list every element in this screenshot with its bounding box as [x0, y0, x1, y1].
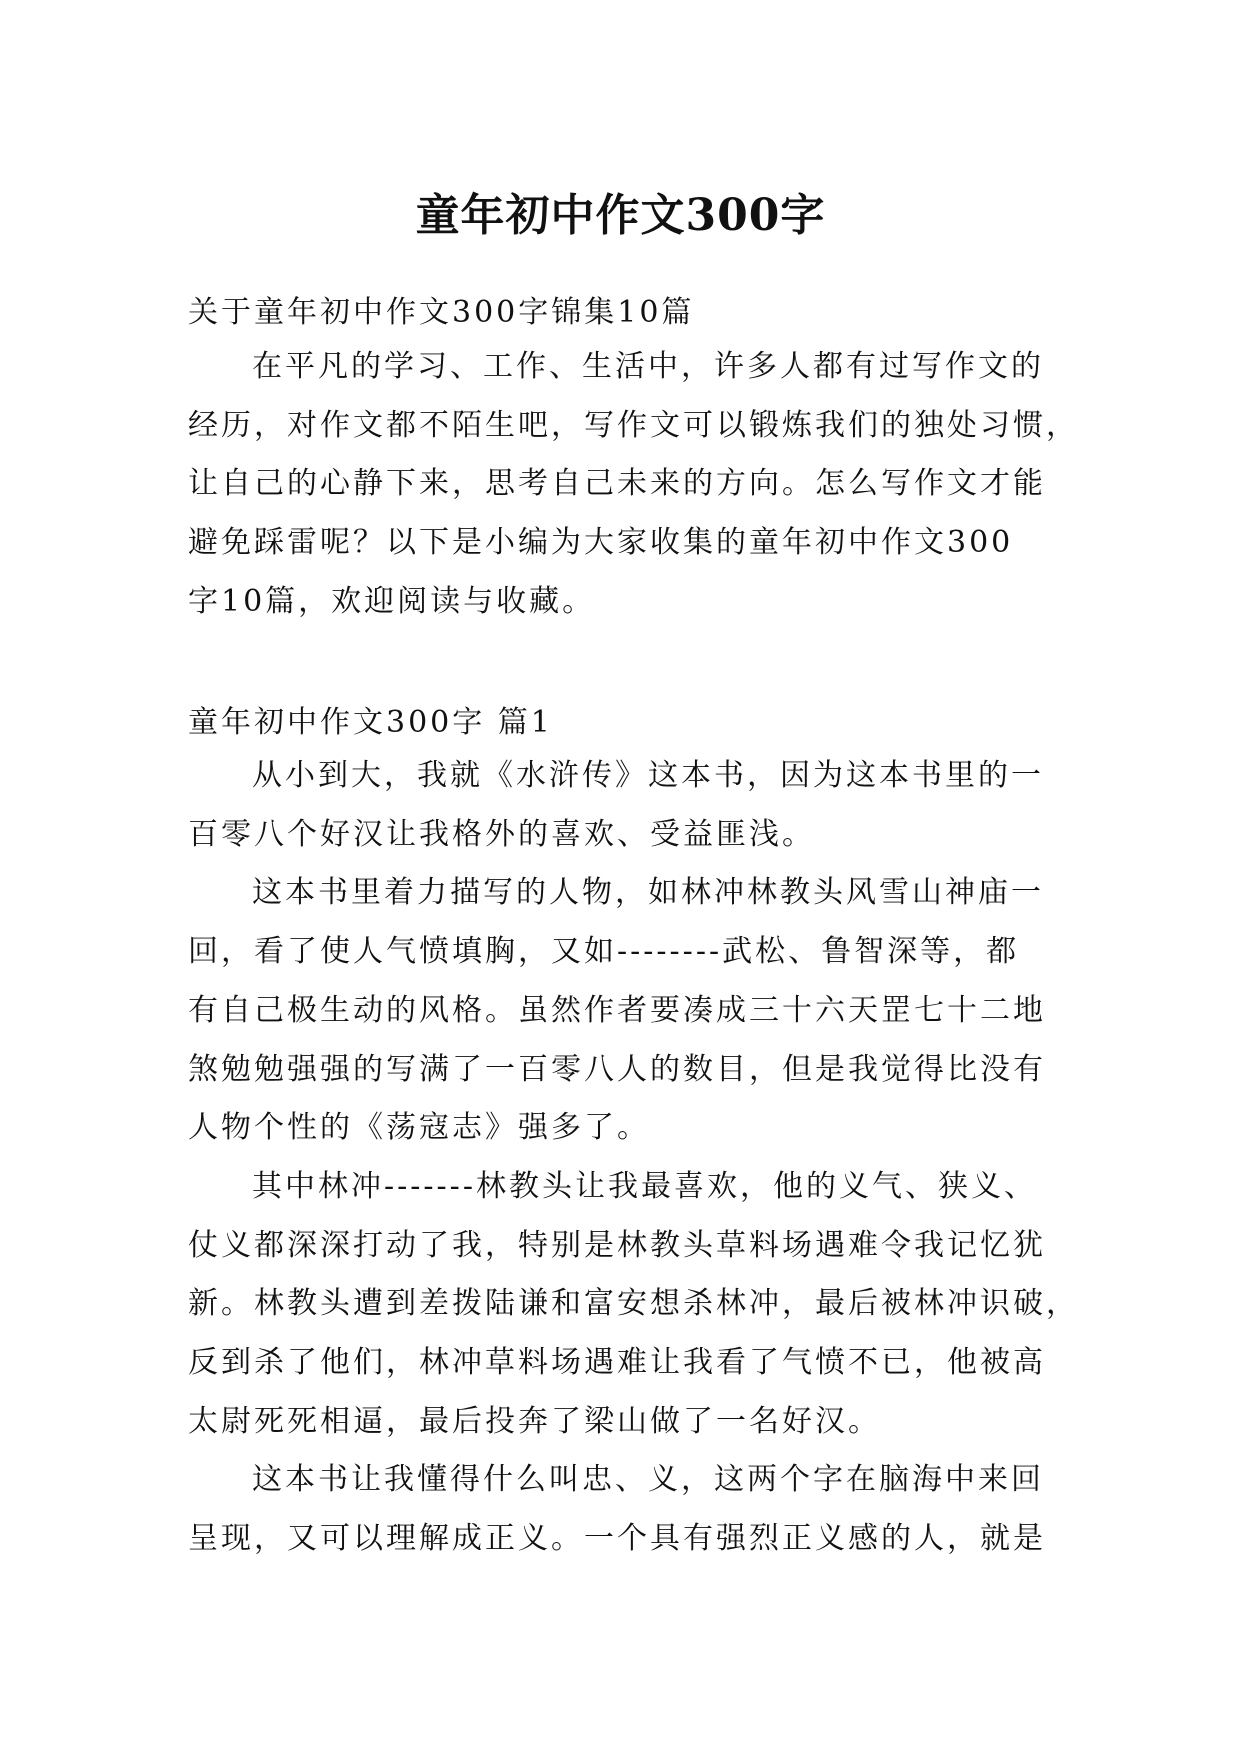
article-line: 回，看了使人气愤填胸，又如--------武松、鲁智深等，都	[188, 934, 1020, 970]
article-heading-text: 童年初中作文300字 篇1	[188, 705, 553, 740]
article-line: 人物个性的《荡寇志》强多了。	[188, 1110, 650, 1146]
article-line: 这本书里着力描写的人物，如林冲林教头风雪山神庙一	[252, 875, 1044, 911]
intro-heading	[188, 284, 1068, 343]
article-body	[188, 747, 1079, 1569]
article-line: 有自己极生动的风格。虽然作者要凑成三十六天罡七十二地	[188, 992, 1046, 1028]
article-line: 太尉死死相逼，最后投奔了梁山做了一名好汉。	[188, 1403, 881, 1439]
article-line: 煞勉勉强强的写满了一百零八人的数目，但是我觉得比没有	[188, 1051, 1046, 1087]
intro-line: 经历，对作文都不陌生吧，写作文可以锻炼我们的独处习惯，	[188, 407, 1079, 443]
intro-heading-text: 关于童年初中作文300字锦集10篇	[188, 295, 695, 330]
article-line: 反到杀了他们，林冲草料场遇难让我看了气愤不已，他被高	[188, 1345, 1046, 1381]
article-line: 其中林冲-------林教头让我最喜欢，他的义气、狭义、	[252, 1168, 1037, 1204]
intro-line: 字10篇，欢迎阅读与收藏。	[188, 583, 596, 619]
article-line: 新。林教头遭到差拨陆谦和富安想杀林冲，最后被林冲识破，	[188, 1286, 1079, 1322]
intro-paragraph	[188, 338, 1079, 632]
article-line: 从小到大，我就《水浒传》这本书，因为这本书里的一	[252, 758, 1044, 793]
article-heading	[188, 694, 1068, 753]
article-line: 百零八个好汉让我格外的喜欢、受益匪浅。	[188, 816, 815, 852]
article-line: 呈现，又可以理解成正义。一个具有强烈正义感的人，就是	[188, 1521, 1046, 1557]
article-line: 这本书让我懂得什么叫忠、义，这两个字在脑海中来回	[252, 1462, 1044, 1498]
document-title: 童年初中作文300字	[415, 190, 826, 242]
intro-line: 让自己的心静下来，思考自己未来的方向。怎么写作文才能	[188, 466, 1046, 502]
intro-line: 避免踩雷呢？以下是小编为大家收集的童年初中作文300	[188, 525, 1014, 561]
intro-line: 在平凡的学习、工作、生活中，许多人都有过写作文的	[252, 349, 1044, 384]
article-line: 仗义都深深打动了我，特别是林教头草料场遇难令我记忆犹	[188, 1227, 1046, 1263]
